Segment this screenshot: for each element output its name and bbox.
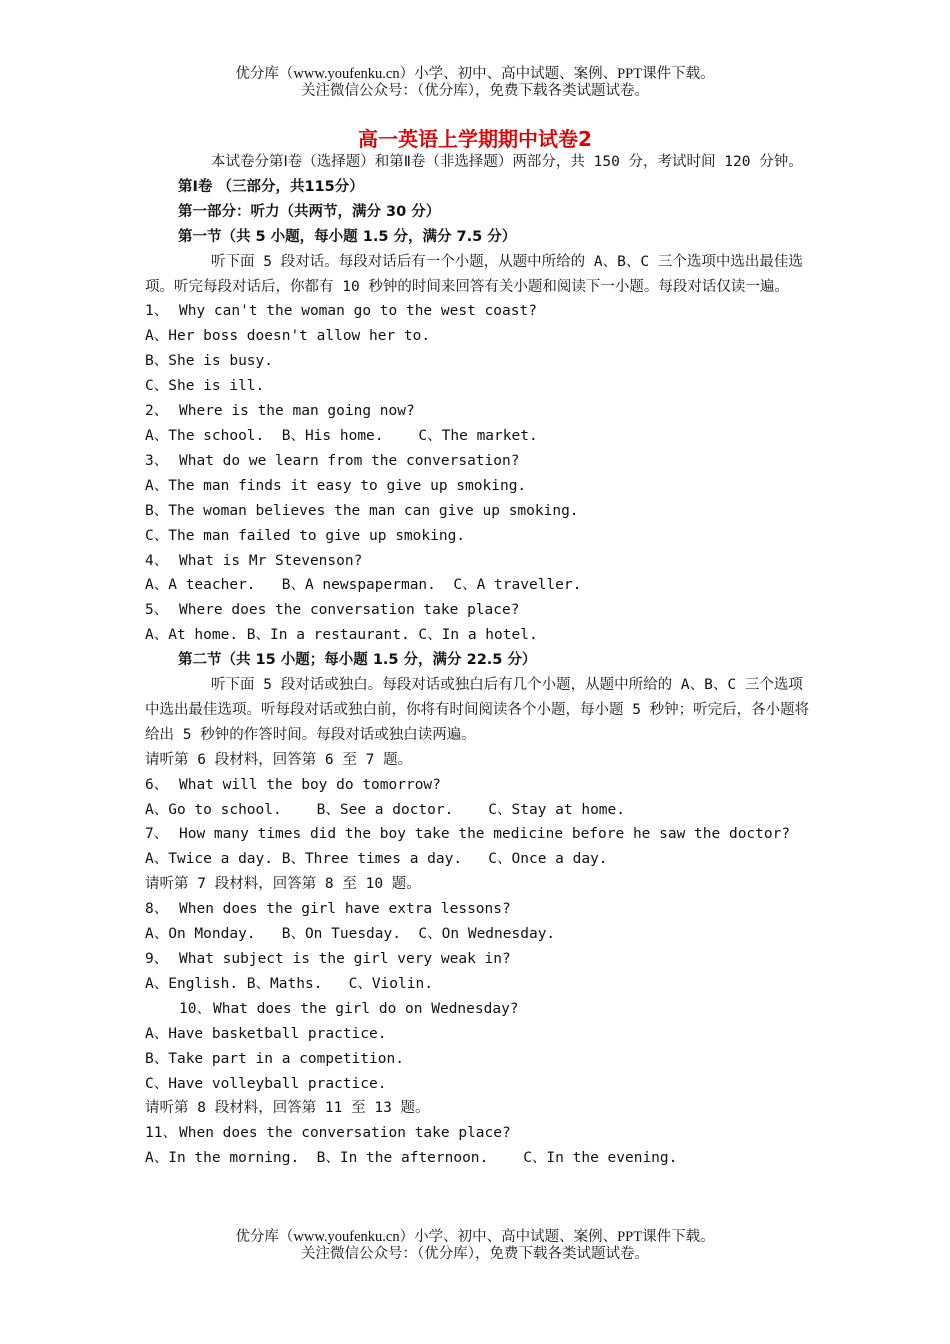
- question-3: 3、 What do we learn from the conversation?: [145, 452, 520, 469]
- option-line: A、On Monday. B、On Tuesday. C、On Wednesday.: [145, 926, 556, 943]
- option-line: C、Have volleyball practice.: [145, 1075, 387, 1092]
- section2-heading: 第二节（共 15 小题；每小题 1.5 分，满分 22.5 分）: [178, 652, 537, 669]
- section1-heading: 第一节（共 5 小题，每小题 1.5 分，满分 7.5 分）: [178, 228, 517, 245]
- section2-directions: 听下面 5 段对话或独白。每段对话或独白后有几个小题，从题中所给的 A、B、C 三个选项中选出最佳选项。听每段对话或独白前，你将有时间阅读各个小题，每小题 5 秒钟；听完后，各小题将给出 5 秒钟的作答时间。每段对话或独白读两遍。: [145, 677, 810, 743]
- part-heading: 第一部分：听力（共两节，满分 30 分）: [178, 203, 441, 220]
- option-line: A、In the morning. B、In the afternoon. C、In the evening.: [145, 1150, 678, 1167]
- intro-paragraph: 本试卷分第Ⅰ卷（选择题）和第Ⅱ卷（非选择题）两部分，共 150 分，考试时间 120 分钟。: [211, 154, 803, 170]
- question-5: 5、 Where does the conversation take place?: [145, 602, 520, 619]
- question-1: 1、 Why can't the woman go to the west coast?: [145, 303, 537, 320]
- footer-line-1: 优分库（www.youfenku.cn）小学、初中、高中试题、案例、PPT课件下载。: [235, 1229, 715, 1245]
- footer-line-2: 关注微信公众号：（优分库），免费下载各类试题试卷。: [301, 1246, 649, 1262]
- volume-heading: 第Ⅰ卷 （三部分，共115分）: [178, 178, 364, 195]
- option-line: A、The man finds it easy to give up smoking.: [145, 477, 527, 494]
- question-8: 8、 When does the girl have extra lessons?: [145, 901, 511, 918]
- page-header: [0, 66, 950, 100]
- option-line: B、Take part in a competition.: [145, 1050, 404, 1067]
- material-instruction: 请听第 8 段材料，回答第 11 至 13 题。: [145, 1100, 430, 1117]
- option-line: A、Go to school. B、See a doctor. C、Stay at home.: [145, 801, 625, 818]
- option-line: C、She is ill.: [145, 378, 265, 395]
- material-instruction: 请听第 6 段材料，回答第 6 至 7 题。: [145, 751, 413, 768]
- option-line: A、Have basketball practice.: [145, 1025, 387, 1042]
- question-9: 9、 What subject is the girl very weak in?: [145, 951, 511, 967]
- page-title: 高一英语上学期期中试卷2: [358, 127, 592, 151]
- option-line: A、The school. B、His home. C、The market.: [145, 427, 538, 444]
- option-line: B、The woman believes the man can give up smoking.: [145, 502, 579, 519]
- question-6: 6、 What will the boy do tomorrow?: [145, 776, 441, 793]
- question-4: 4、 What is Mr Stevenson?: [145, 552, 363, 569]
- option-line: A、Twice a day. B、Three times a day. C、Once a day.: [145, 851, 608, 868]
- page-footer: [0, 1229, 950, 1263]
- option-line: A、At home. B、In a restaurant. C、In a hotel.: [145, 627, 538, 644]
- exam-content: [145, 150, 810, 1171]
- question-2: 2、 Where is the man going now?: [145, 403, 415, 420]
- header-line-2: 关注微信公众号：（优分库），免费下载各类试题试卷。: [301, 83, 649, 99]
- question-11: 11、 When does the conversation take place?: [145, 1125, 511, 1142]
- option-line: B、She is busy.: [145, 353, 273, 370]
- question-7: 7、 How many times did the boy take the medicine before he saw the doctor?: [145, 826, 791, 843]
- option-line: A、Her boss doesn't allow her to.: [145, 328, 431, 345]
- section1-directions: 听下面 5 段对话。每段对话后有一个小题，从题中所给的 A、B、C 三个选项中选出最佳选项。听完每段对话后，你都有 10 秒钟的时间来回答有关小题和阅读下一小题。每段对话仅读一遍。: [145, 253, 803, 295]
- material-instruction: 请听第 7 段材料，回答第 8 至 10 题。: [145, 876, 421, 893]
- option-line: C、The man failed to give up smoking.: [145, 527, 466, 544]
- option-line: A、English. B、Maths. C、Violin.: [145, 975, 433, 992]
- option-line: A、A teacher. B、A newspaperman. C、A traveller.: [145, 577, 582, 594]
- question-10: 10、 What does the girl do on Wednesday?: [179, 1000, 519, 1017]
- header-line-1: 优分库（www.youfenku.cn）小学、初中、高中试题、案例、PPT课件下载。: [235, 66, 715, 82]
